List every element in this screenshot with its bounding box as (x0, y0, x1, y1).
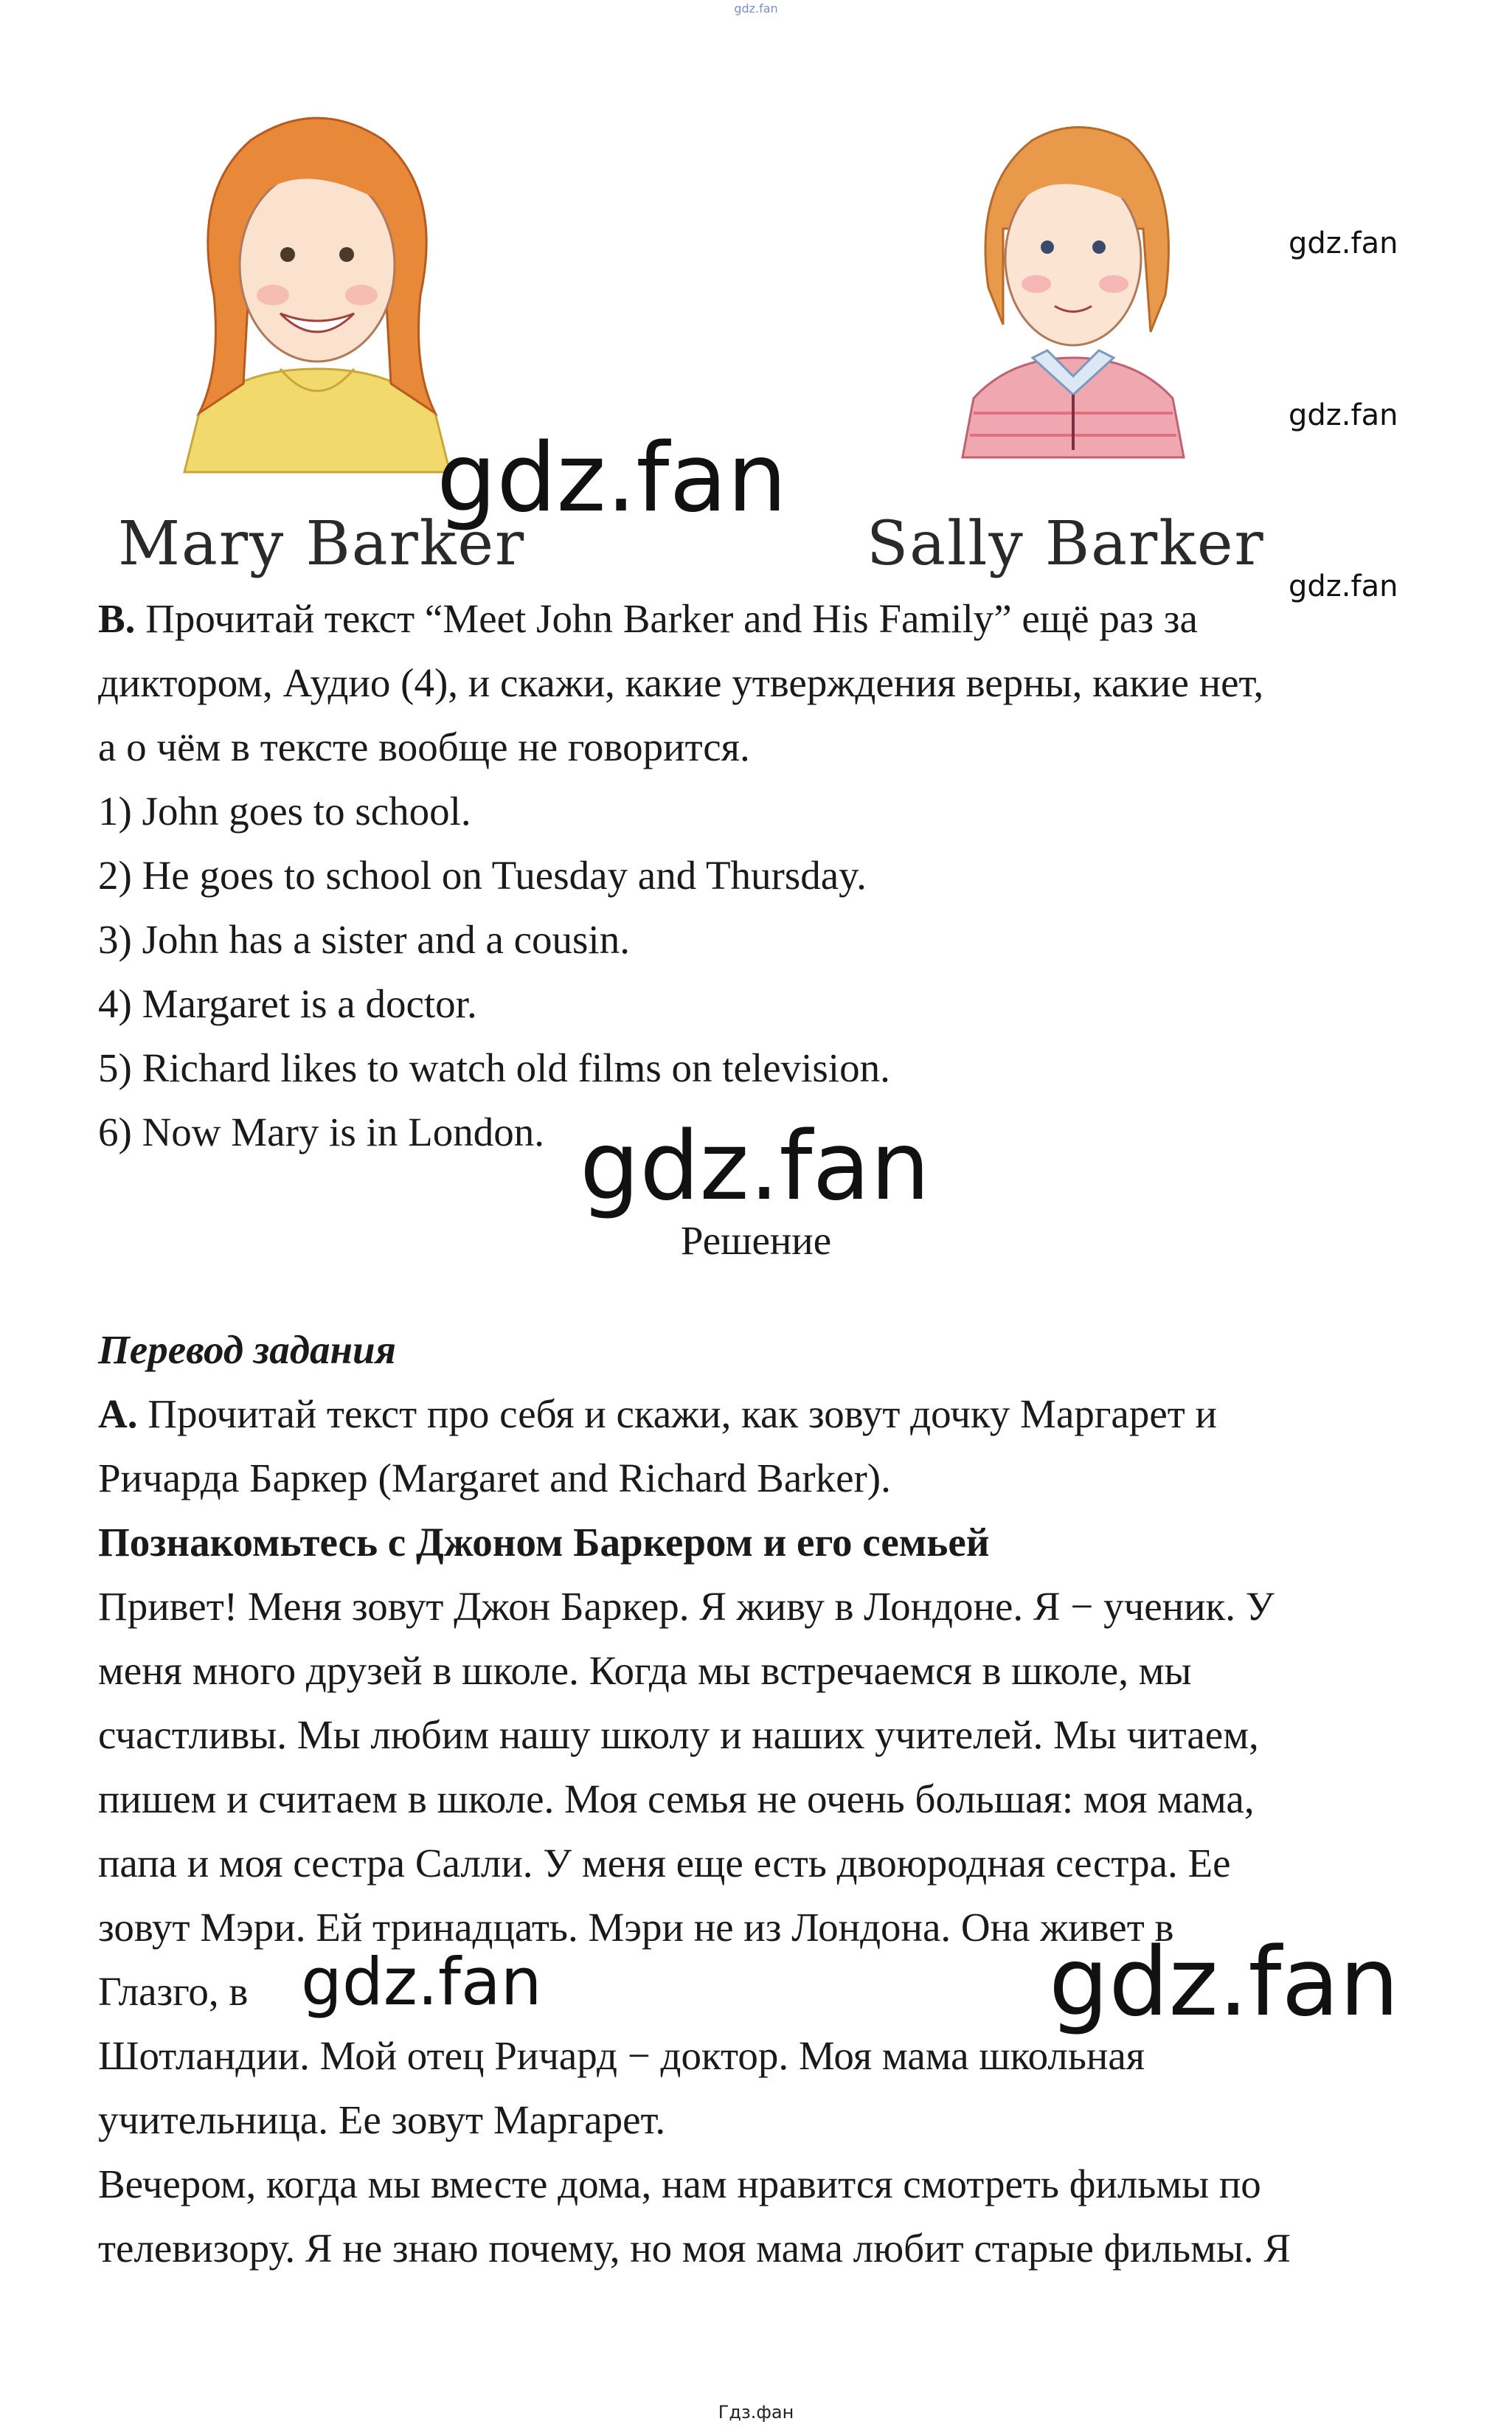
solution-heading: Решение (680, 1218, 832, 1263)
task-b-item-6: 6) Now Mary is in London. (98, 1109, 544, 1154)
translation-heading: Перевод задания (98, 1327, 396, 1372)
task-a-line-2: Ричарда Баркер (Margaret and Richard Barker). (98, 1455, 891, 1500)
task-b-item-2: 2) He goes to school on Tuesday and Thursday. (98, 853, 867, 898)
watermark-right-1: gdz.fan (1289, 226, 1398, 260)
translation-line-2: меня много друзей в школе. Когда мы встречаемся в школе, мы (98, 1648, 1192, 1693)
task-a-instruction-1: Прочитай текст про себя и скажи, как зовут дочку Маргарет и (137, 1391, 1217, 1436)
translation-line-6: зовут Мэри. Ей тринадцать. Мэри не из Лондона. Она живет в (98, 1905, 1174, 1950)
translation-line-1: Привет! Меня зовут Джон Баркер. Я живу в Лондоне. Я − ученик. У (98, 1584, 1275, 1629)
sally-barker-caption: Sally Barker (867, 509, 1265, 579)
text-title: Познакомьтесь с Джоном Баркером и его семьей (98, 1520, 990, 1565)
mary-barker-illustration (170, 103, 465, 479)
watermark-right-3: gdz.fan (1289, 569, 1398, 603)
task-b-label: B. (98, 596, 136, 641)
task-b-item-5: 5) Richard likes to watch old films on television. (98, 1045, 890, 1090)
watermark-big-3: gdz.fan (1049, 1928, 1399, 2037)
task-b-item-4: 4) Margaret is a doctor. (98, 981, 477, 1026)
task-a-line-1 (98, 1381, 1217, 1447)
translation-line-3: счастливы. Мы любим нашу школу и наших учителей. Мы читаем, (98, 1712, 1259, 1757)
watermark-mid-1: gdz.fan (301, 1944, 542, 2020)
translation-line-5: папа и моя сестра Салли. У меня еще есть двоюродная сестра. Ее (98, 1841, 1231, 1886)
task-b-item-3: 3) John has a sister and a cousin. (98, 917, 630, 962)
task-b-instruction-1: Прочитай текст “Meet John Barker and His Family” ещё раз за (135, 596, 1198, 641)
task-b-line-1 (98, 586, 1198, 651)
translation-line-8: Шотландии. Мой отец Ричард − доктор. Моя мама школьная (98, 2033, 1145, 2078)
translation-line-11: телевизору. Я не знаю почему, но моя мама любит старые фильмы. Я (98, 2226, 1291, 2271)
watermark-big-1: gdz.fan (437, 423, 787, 533)
translation-line-9: учительница. Ее зовут Маргарет. (98, 2097, 666, 2142)
translation-line-10: Вечером, когда мы вместе дома, нам нравится смотреть фильмы по (98, 2161, 1261, 2206)
watermark-bottom: Гдз.фан (718, 2402, 794, 2423)
watermark-top: gdz.fan (734, 1, 778, 15)
task-a-label: A. (98, 1391, 138, 1436)
mary-barker-caption: Mary Barker (118, 509, 526, 579)
sally-barker-illustration (951, 103, 1195, 465)
task-b-line-2: диктором, Аудио (4), и скажи, какие утверждения верны, какие нет, (98, 660, 1264, 705)
translation-line-4: пишем и считаем в школе. Моя семья не очень большая: моя мама, (98, 1776, 1255, 1821)
translation-line-7: Глазго, в (98, 1969, 249, 2014)
task-b-item-1: 1) John goes to school. (98, 789, 471, 834)
watermark-right-2: gdz.fan (1289, 398, 1398, 432)
watermark-big-2: gdz.fan (580, 1112, 930, 1222)
task-b-line-3: а о чём в тексте вообще не говорится. (98, 724, 750, 769)
